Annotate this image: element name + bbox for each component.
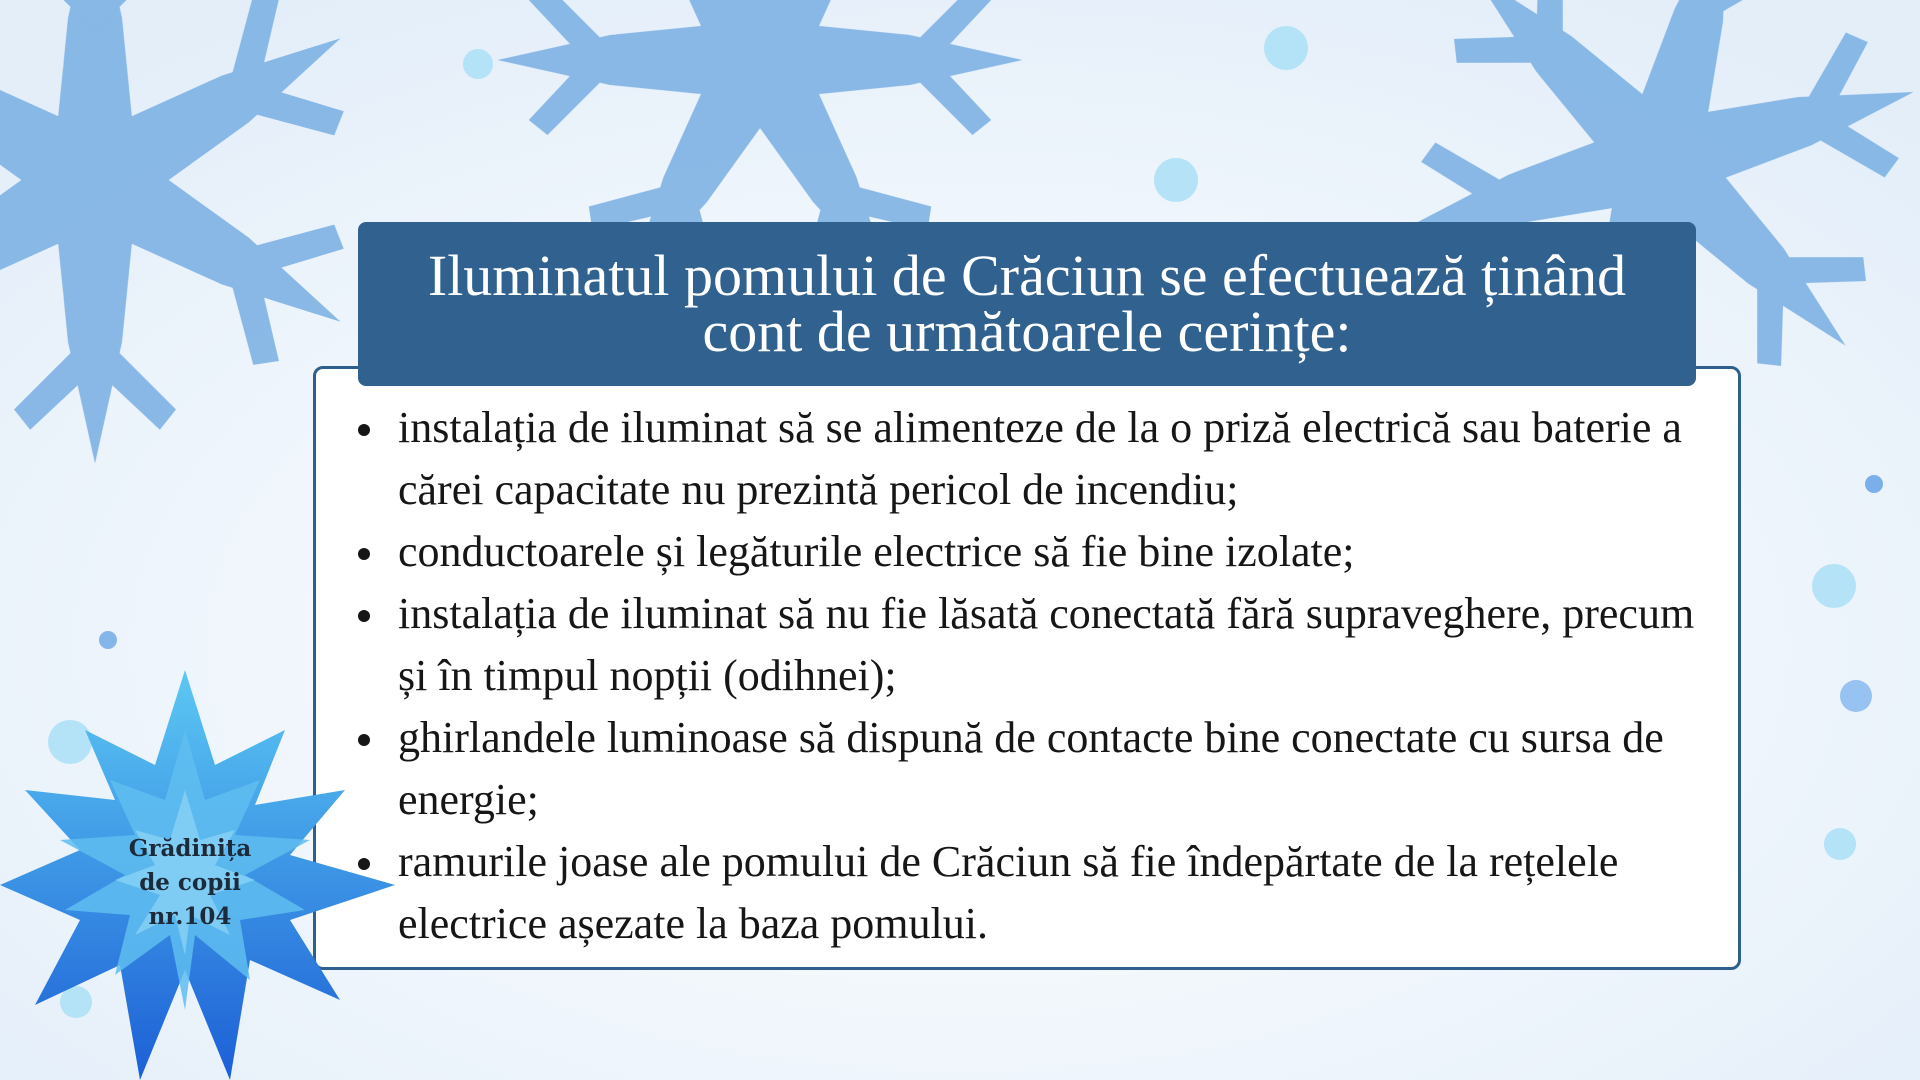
list-item: ramurile joase ale pomului de Crăciun să fie îndepărtate de la rețelele electrice așezate la baza pomului. bbox=[398, 831, 1728, 955]
list-item: conductoarele și legăturile electrice să fie bine izolate; bbox=[398, 521, 1728, 583]
requirements-list bbox=[316, 397, 1738, 955]
list-item: instalația de iluminat să nu fie lăsată conectată fără supraveghere, precum și în timpul nopții (odihnei); bbox=[398, 583, 1728, 707]
list-item: instalația de iluminat să se alimenteze de la o priză electrică sau baterie a cărei capacitate nu prezintă pericol de incendiu; bbox=[398, 397, 1728, 521]
title-banner bbox=[358, 222, 1696, 386]
list-item: ghirlandele luminoase să dispună de contacte bine conectate cu sursa de energie; bbox=[398, 707, 1728, 831]
bullet-icon bbox=[358, 424, 370, 436]
badge-label: Grădinița de copii nr.104 bbox=[128, 835, 252, 930]
requirements-box bbox=[313, 366, 1741, 970]
bullet-icon bbox=[358, 610, 370, 622]
page-title: Iluminatul pomului de Crăciun se efectuează ținând cont de următoarele cerințe: bbox=[427, 243, 1627, 364]
bullet-icon bbox=[358, 548, 370, 560]
